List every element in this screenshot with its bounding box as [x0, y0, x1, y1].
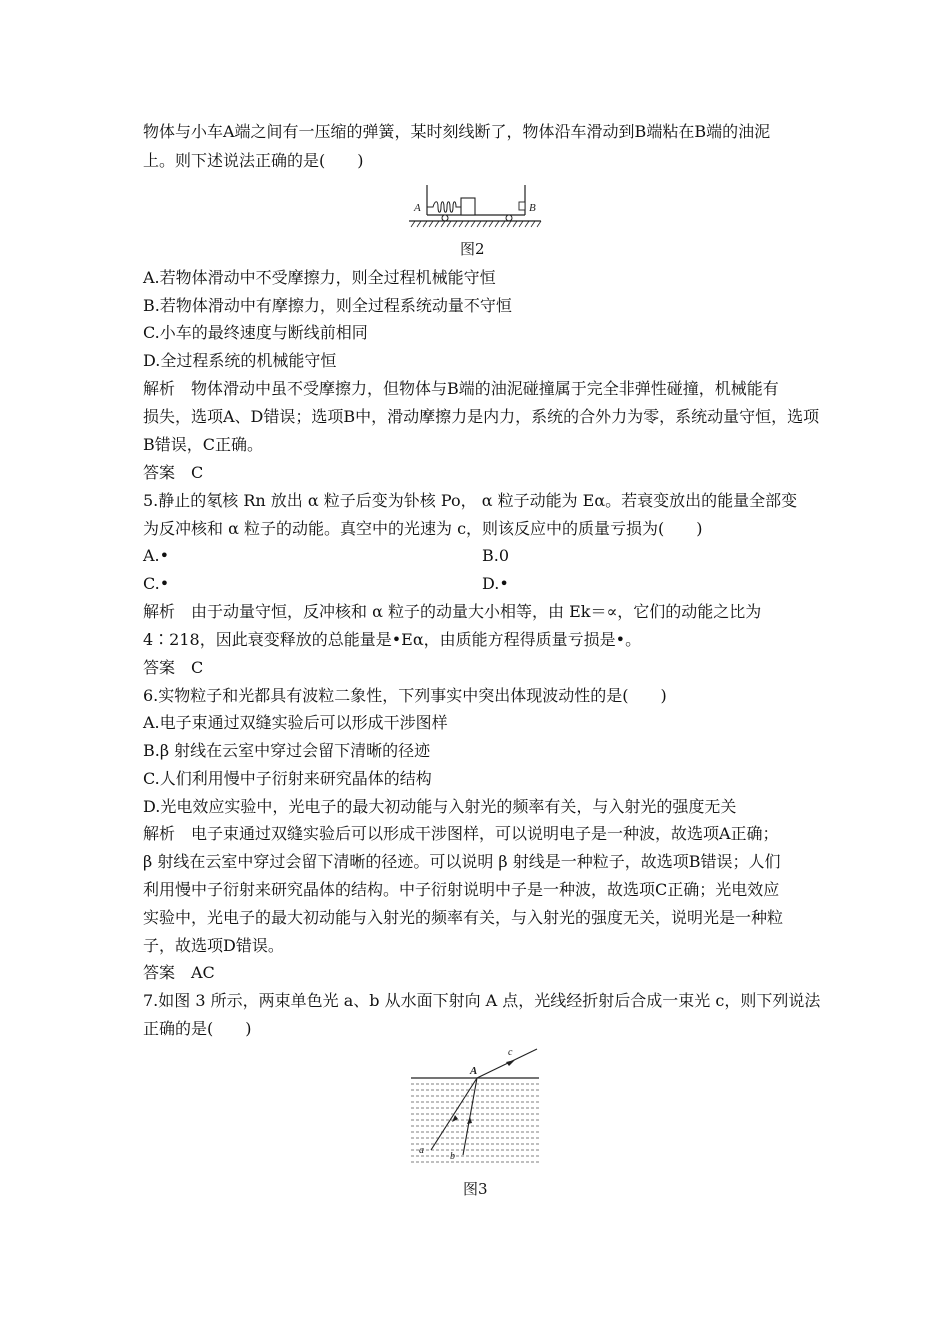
q5-option-a: A.•: [143, 546, 170, 565]
q4-option-a: A.若物体滑动中不受摩擦力，则全过程机械能守恒: [143, 268, 496, 287]
q5-stem-line2: 为反冲核和 α 粒子的动能。真空中的光速为 c，则该反应中的质量亏损为( ): [143, 519, 703, 538]
q5-answer: 答案 C: [143, 658, 204, 677]
figure-3-refraction: [405, 1045, 545, 1170]
q7-stem-line1: 7.如图 3 所示，两束单色光 a、b 从水面下射向 A 点，光线经折射后合成一束光 c，则下列说法: [143, 991, 821, 1010]
q6-analysis-line2: β 射线在云室中穿过会留下清晰的径迹。可以说明 β 射线是一种粒子，故选项B错误；人们: [143, 852, 781, 871]
figure-2-caption: 图2: [460, 240, 485, 258]
q6-option-b: B.β 射线在云室中穿过会留下清晰的径迹: [143, 741, 431, 760]
q4-analysis-line2: 损失，选项A、D错误；选项B中，滑动摩擦力是内力，系统的合外力为零，系统动量守恒，选项: [143, 407, 820, 426]
q6-analysis-line5: 子，故选项D错误。: [143, 936, 284, 955]
q7-stem-line2: 正确的是( ): [143, 1019, 252, 1038]
q6-answer: 答案 AC: [143, 963, 215, 982]
figure-2-label-b: B: [529, 202, 536, 214]
q4-analysis-line3: B错误，C正确。: [143, 435, 264, 454]
figure-2-cart-spring: [405, 180, 545, 230]
q5-stem-line1: 5.静止的氡核 Rn 放出 α 粒子后变为钋核 Po， α 粒子动能为 Eα。若衰变放出的能量全部变: [143, 491, 798, 510]
q6-option-d: D.光电效应实验中，光电子的最大初动能与入射光的频率有关，与入射光的强度无关: [143, 797, 737, 816]
q5-analysis-line1: 解析 由于动量守恒，反冲核和 α 粒子的动量大小相等，由 Ek＝∝，它们的动能之比为: [143, 602, 762, 621]
figure-3-label-point-a: A: [470, 1065, 478, 1077]
q4-option-c: C.小车的最终速度与断线前相同: [143, 323, 368, 342]
q6-analysis-line4: 实验中，光电子的最大初动能与入射光的频率有关，与入射光的强度无关，说明光是一种粒: [143, 908, 784, 927]
q4-answer: 答案 C: [143, 463, 204, 482]
q5-option-d: D.•: [482, 574, 509, 593]
q5-analysis-line2: 4∶218，因此衰变释放的总能量是•Eα，由质能方程得质量亏损是•。: [143, 630, 642, 649]
q4-stem-line1: 物体与小车A端之间有一压缩的弹簧，某时刻线断了，物体沿车滑动到B端粘在B端的油泥: [143, 122, 771, 141]
q4-stem-line2: 上。则下述说法正确的是( ): [143, 151, 364, 170]
q6-analysis-line3: 利用慢中子衍射来研究晶体的结构。中子衍射说明中子是一种波，故选项C正确；光电效应: [143, 880, 780, 899]
figure-3-caption: 图3: [463, 1180, 488, 1198]
q4-option-b: B.若物体滑动中有摩擦力，则全过程系统动量不守恒: [143, 296, 512, 315]
q6-analysis-line1: 解析 电子束通过双缝实验后可以形成干涉图样，可以说明电子是一种波，故选项A正确；: [143, 824, 779, 843]
figure-3-label-c: c: [508, 1047, 513, 1058]
figure-3-label-a: a: [419, 1145, 424, 1156]
q5-option-c: C.•: [143, 574, 170, 593]
q6-option-a: A.电子束通过双缝实验后可以形成干涉图样: [143, 713, 448, 732]
q4-option-d: D.全过程系统的机械能守恒: [143, 351, 337, 370]
q6-option-c: C.人们利用慢中子衍射来研究晶体的结构: [143, 769, 432, 788]
q5-option-b: B.0: [482, 546, 510, 565]
q4-analysis-line1: 解析 物体滑动中虽不受摩擦力，但物体与B端的油泥碰撞属于完全非弹性碰撞，机械能有: [143, 379, 779, 398]
q6-stem: 6.实物粒子和光都具有波粒二象性，下列事实中突出体现波动性的是( ): [143, 686, 667, 705]
figure-2-label-a: A: [414, 202, 421, 214]
figure-3-label-b: b: [450, 1151, 455, 1162]
